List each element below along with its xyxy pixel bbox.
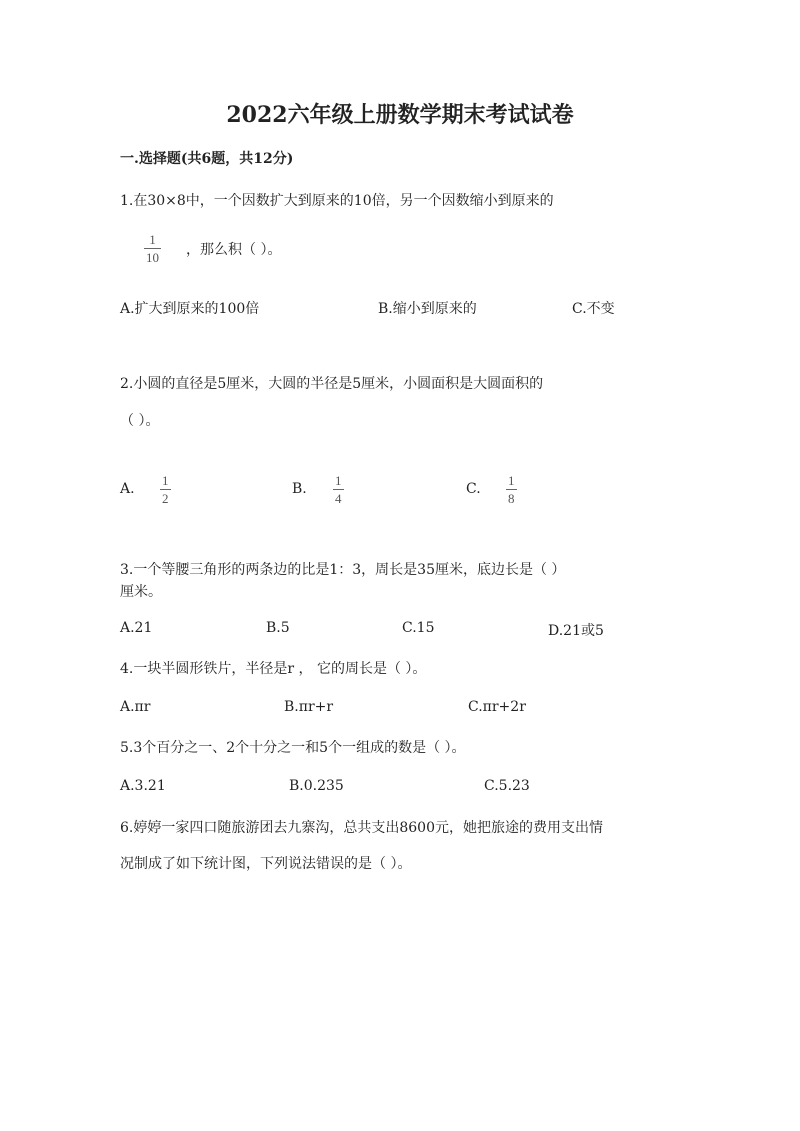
fraction-numerator: 1 xyxy=(149,232,156,247)
question-2-text-cont: （ ）。 xyxy=(120,413,160,429)
fraction-denominator: 4 xyxy=(335,491,342,506)
question-5-text: 5.3个百分之一、2个十分之一和5个一组成的数是（ ）。 xyxy=(120,740,466,756)
question-2-option-c-fraction[interactable] xyxy=(506,474,517,505)
question-5-option-b[interactable]: B.0.235 xyxy=(289,778,344,794)
question-3-option-a[interactable]: A.21 xyxy=(120,620,153,636)
question-6-text-cont: 况制成了如下统计图，下列说法错误的是（ ）。 xyxy=(120,856,412,872)
question-2-option-b-label[interactable]: B. xyxy=(292,481,307,497)
fraction-bar xyxy=(160,489,171,490)
fraction-bar xyxy=(333,489,344,490)
question-1-text: 1.在30×8中，一个因数扩大到原来的10倍，另一个因数缩小到原来的 xyxy=(120,193,554,209)
question-3-text-cont: 厘米。 xyxy=(120,584,162,600)
question-4-text: 4.一块半圆形铁片，半径是r ， 它的周长是（ ）。 xyxy=(120,661,427,677)
question-2-option-b-fraction[interactable] xyxy=(333,474,344,505)
question-1-option-a[interactable]: A.扩大到原来的100倍 xyxy=(120,301,260,317)
fraction-denominator: 10 xyxy=(146,250,159,265)
fraction-numerator: 1 xyxy=(335,473,342,488)
fraction-numerator: 1 xyxy=(162,473,169,488)
question-2-text: 2.小圆的直径是5厘米，大圆的半径是5厘米，小圆面积是大圆面积的 xyxy=(120,376,544,392)
question-4-option-b[interactable]: B.πr+r xyxy=(284,699,334,715)
question-1-option-c[interactable]: C.不变 xyxy=(572,301,615,317)
fraction-bar xyxy=(506,489,517,490)
section-heading: 一.选择题(共6题，共12分) xyxy=(120,151,294,167)
question-2-option-c-label[interactable]: C. xyxy=(466,481,481,497)
question-2-option-a-label[interactable]: A. xyxy=(120,481,135,497)
fraction-denominator: 8 xyxy=(508,491,515,506)
question-1-option-b[interactable]: B.缩小到原来的 xyxy=(378,301,477,317)
question-3-option-b[interactable]: B.5 xyxy=(266,620,290,636)
page-title: 2022六年级上册数学期末考试试卷 xyxy=(226,102,574,128)
question-5-option-c[interactable]: C.5.23 xyxy=(484,778,530,794)
question-2-option-a-fraction[interactable] xyxy=(160,474,171,505)
question-4-option-a[interactable]: A.πr xyxy=(120,699,151,715)
question-6-text: 6.婷婷一家四口随旅游团去九寨沟，总共支出8600元，她把旅途的费用支出情 xyxy=(120,820,603,836)
fraction-numerator: 1 xyxy=(508,473,515,488)
question-1-tail: ，那么积（ ）。 xyxy=(186,242,282,258)
fraction-denominator: 2 xyxy=(162,491,169,506)
question-1-fraction xyxy=(144,233,161,264)
question-3-option-c[interactable]: C.15 xyxy=(402,620,435,636)
question-5-option-a[interactable]: A.3.21 xyxy=(120,778,166,794)
question-3-option-d[interactable]: D.21或5 xyxy=(548,623,604,639)
question-4-option-c[interactable]: C.πr+2r xyxy=(468,699,526,715)
fraction-bar xyxy=(144,248,161,249)
question-3-text: 3.一个等腰三角形的两条边的比是1：3，周长是35厘米，底边长是（ ） xyxy=(120,562,566,578)
